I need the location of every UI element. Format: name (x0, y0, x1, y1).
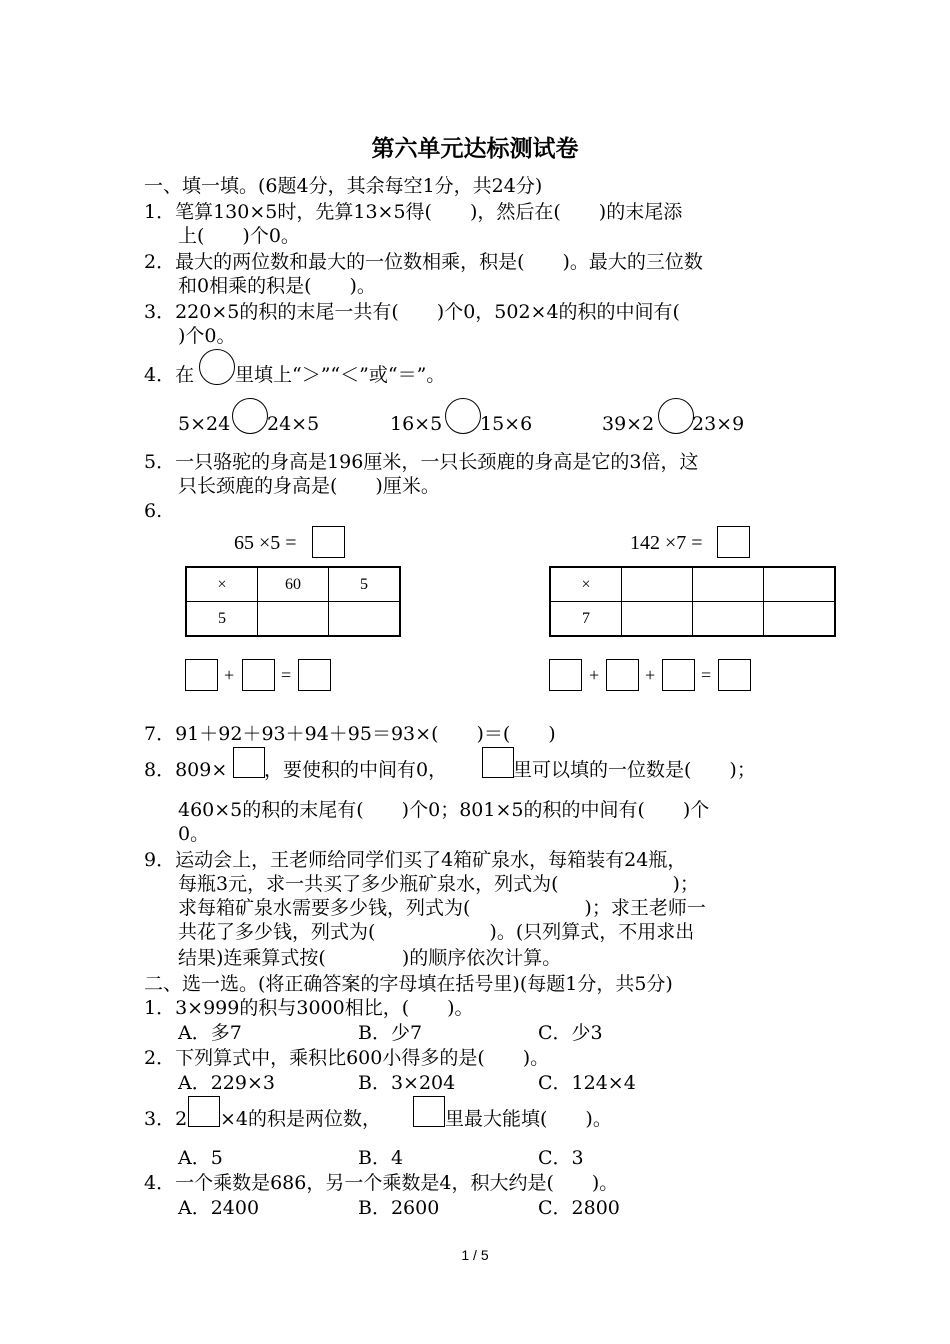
answer-circle[interactable] (199, 349, 235, 385)
q8-line2: 460×5的积的末尾有( )个0；801×5的积的中间有( )个 (178, 799, 710, 821)
section1-heading: 一、填一填。(6题4分，其余每空1分，共24分) (144, 175, 543, 197)
answer-box[interactable] (717, 526, 750, 558)
s2-q3-stem-a: 3．2 (144, 1108, 188, 1130)
q5-line2: 只长颈鹿的身高是( )厘米。 (178, 475, 440, 497)
answer-box[interactable] (718, 659, 751, 691)
answer-circle[interactable] (445, 398, 481, 434)
s2-q4-option-a: A．2400 (178, 1197, 260, 1219)
q2-line1: 2．最大的两位数和最大的一位数相乘，积是( )。最大的三位数 (144, 251, 703, 273)
q9-line5: 结果)连乘算式按( )的顺序依次计算。 (178, 947, 562, 969)
s2-q1-option-c: C．少3 (538, 1022, 603, 1044)
plus-sign: + (224, 665, 235, 685)
table-cell: 60 (258, 567, 329, 602)
answer-box[interactable] (662, 659, 695, 691)
q4-prefix: 4．在 (144, 364, 195, 386)
answer-box[interactable] (242, 659, 275, 691)
equals-sign: = (701, 665, 712, 685)
s2-q4-option-b: B．2600 (358, 1197, 440, 1219)
q4-item1-right: 24×5 (267, 413, 320, 435)
q1-line2: 上( )个0。 (178, 225, 300, 247)
s2-q3-stem-b: ×4的积是两位数， (220, 1108, 382, 1130)
q5-line1: 5．一只骆驼的身高是196厘米，一只长颈鹿的身高是它的3倍，这 (144, 451, 699, 473)
q8-line1-a: 8．809× (144, 759, 228, 781)
plus-sign: + (645, 665, 656, 685)
plus-sign: + (589, 665, 600, 685)
q2-line2: 和0相乘的积是( )。 (178, 275, 376, 297)
q4-item3-left: 39×2 (602, 413, 655, 435)
q4-item3-right: 23×9 (692, 413, 745, 435)
s2-q3-option-b: B．4 (358, 1147, 404, 1169)
q8-line1-c: 里可以填的一位数是( )； (513, 759, 756, 781)
q4-suffix: 里填上“＞”“＜”或“＝”。 (235, 364, 446, 386)
s2-q1-option-b: B．少7 (358, 1022, 423, 1044)
table-cell: × (186, 567, 258, 602)
s2-q1-option-a: A．多7 (178, 1022, 242, 1044)
answer-circle[interactable] (232, 398, 268, 434)
answer-box[interactable] (482, 747, 514, 778)
table-cell: × (550, 567, 622, 602)
s2-q1-stem: 1．3×999的积与3000相比，( )。 (144, 997, 474, 1019)
table-cell: 7 (550, 602, 622, 637)
q6-left-table (185, 566, 401, 637)
table-cell-answer[interactable] (329, 602, 401, 637)
page-title: 第六单元达标测试卷 (371, 135, 579, 162)
table-cell-answer[interactable] (258, 602, 329, 637)
answer-box[interactable] (298, 659, 331, 691)
q8-line1-b: ，要使积的中间有0， (264, 759, 448, 781)
equals-sign: = (281, 665, 292, 685)
q6-right-table (549, 566, 836, 637)
q4-item1-left: 5×24 (178, 413, 231, 435)
s2-q4-option-c: C．2800 (538, 1197, 620, 1219)
answer-box[interactable] (413, 1096, 445, 1127)
q9-line4: 共花了多少钱，列式为( )。(只列算式，不用求出 (178, 921, 695, 943)
q6-right-equation: 142 ×7 = (630, 532, 703, 554)
s2-q3-option-c: C．3 (538, 1147, 584, 1169)
answer-box[interactable] (312, 526, 345, 558)
q6-label: 6. (144, 500, 163, 522)
answer-box[interactable] (188, 1096, 220, 1127)
s2-q3-stem-c: 里最大能填( )。 (445, 1108, 612, 1130)
q9-line1: 9．运动会上，王老师给同学们买了4箱矿泉水，每箱装有24瓶， (144, 849, 687, 871)
q3-line1: 3．220×5的积的末尾一共有( )个0，502×4的积的中间有( (144, 301, 680, 323)
answer-box[interactable] (606, 659, 639, 691)
table-cell-answer[interactable] (764, 602, 836, 637)
section2-heading: 二、选一选。(将正确答案的字母填在括号里)(每题1分，共5分) (144, 973, 673, 995)
answer-box[interactable] (185, 659, 218, 691)
q9-line2: 每瓶3元，求一共买了多少瓶矿泉水，列式为( )； (178, 873, 699, 895)
table-cell: 5 (329, 567, 401, 602)
q7-text: 7．91＋92＋93＋94＋95＝93×( )＝( ) (144, 723, 556, 745)
table-cell (622, 567, 693, 602)
s2-q2-option-b: B．3×204 (358, 1072, 456, 1094)
s2-q4-stem: 4．一个乘数是686，另一个乘数是4，积大约是( )。 (144, 1172, 619, 1194)
q3-line2: )个0。 (178, 325, 236, 347)
s2-q2-option-c: C．124×4 (538, 1072, 636, 1094)
q6-left-equation: 65 ×5 = (234, 532, 297, 554)
table-cell-answer[interactable] (693, 602, 764, 637)
q1-line1: 1．笔算130×5时，先算13×5得( )，然后在( )的末尾添 (144, 201, 683, 223)
s2-q2-stem: 2．下列算式中，乘积比600小得多的是( )。 (144, 1047, 550, 1069)
s2-q3-option-a: A．5 (178, 1147, 223, 1169)
table-cell: 5 (186, 602, 258, 637)
answer-box[interactable] (233, 747, 265, 778)
s2-q2-option-a: A．229×3 (178, 1072, 275, 1094)
table-cell (693, 567, 764, 602)
table-cell-answer[interactable] (622, 602, 693, 637)
q9-line3: 求每箱矿泉水需要多少钱，列式为( )；求王老师一 (178, 897, 706, 919)
table-cell (764, 567, 836, 602)
q4-item2-right: 15×6 (480, 413, 533, 435)
answer-box[interactable] (549, 659, 582, 691)
answer-circle[interactable] (658, 398, 694, 434)
q8-line3: 0。 (178, 823, 210, 845)
q4-item2-left: 16×5 (390, 413, 443, 435)
page-number: 1 / 5 (461, 1247, 489, 1263)
